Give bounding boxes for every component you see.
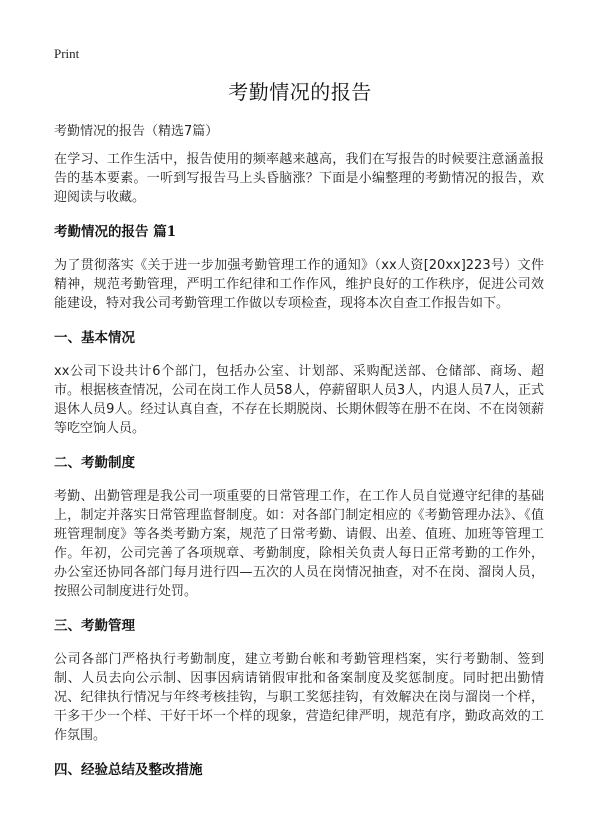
article-content <box>54 150 544 794</box>
article-heading: 考勤情况的报告 篇1 <box>54 224 177 240</box>
section-heading-basic: 一、基本情况 <box>54 330 135 346</box>
intro-paragraph: 在学习、工作生活中，报告使用的频率越来越高，我们在写报告的时候要注意涵盖报告的基本要素。一听到写报告马上头昏脑涨？下面是小编整理的考勤情况的报告，欢迎阅读与收藏。 <box>54 152 544 205</box>
section-text-management: 公司各部门严格执行考勤制度，建立考勤台帐和考勤管理档案，实行考勤制、签到制、人员去向公示制、因事因病请销假审批和备案制度及奖惩制度。同时把出勤情况、纪律执行情况与年终考核挂钩，与职工奖惩挂钩，有效解决在岗与溜岗一个样，干多干少一个样、干好干坏一个样的现象，营造纪律严明，规范有序，勤政高效的工作氛围。 <box>54 652 544 743</box>
section-heading-system: 二、考勤制度 <box>54 455 135 471</box>
print-link[interactable]: Print <box>54 46 80 61</box>
section-heading-management: 三、考勤管理 <box>54 618 135 634</box>
page-subtitle: 考勤情况的报告（精选7篇） <box>54 124 219 139</box>
section-text-system: 考勤、出勤管理是我公司一项重要的日常管理工作，在工作人员自觉遵守纪律的基础上，制定并落实日常管理监督制度。如：对各部门制定相应的《考勤管理办法》、《值班管理制度》等各类考勤方案，规范了日常考勤、请假、出差、值班、加班等管理工作。年初，公司完善了各项规章、考勤制度，除相关负责人每日正常考勤的工作外，办公室还协同各部门每月进行四—五次的人员在岗情况抽查，对不在岗、溜岗人员，按照公司制度进行处罚。 <box>54 489 544 599</box>
page-title: 考勤情况的报告 <box>228 80 372 104</box>
opening-paragraph: 为了贯彻落实《关于进一步加强考勤管理工作的通知》（xx人资[20xx]223号）文件精神，规范考勤管理，严明工作纪律和工作作风，维护良好的工作秩序，促进公司效能建设，特对我公司考勤管理工作做以专项检查，现将本次自查工作报告如下。 <box>54 258 544 311</box>
section-text-basic: xx公司下设共计6个部门，包括办公室、计划部、采购配送部、仓储部、商场、超市。根据核查情况，公司在岗工作人员58人，停薪留职人员3人，内退人员7人，正式退休人员9人。经过认真自查，不存在长期脱岗、长期休假等在册不在岗、不在岗领薪等吃空饷人员。 <box>54 364 544 436</box>
section-heading-summary: 四、经验总结及整改措施 <box>54 762 203 778</box>
